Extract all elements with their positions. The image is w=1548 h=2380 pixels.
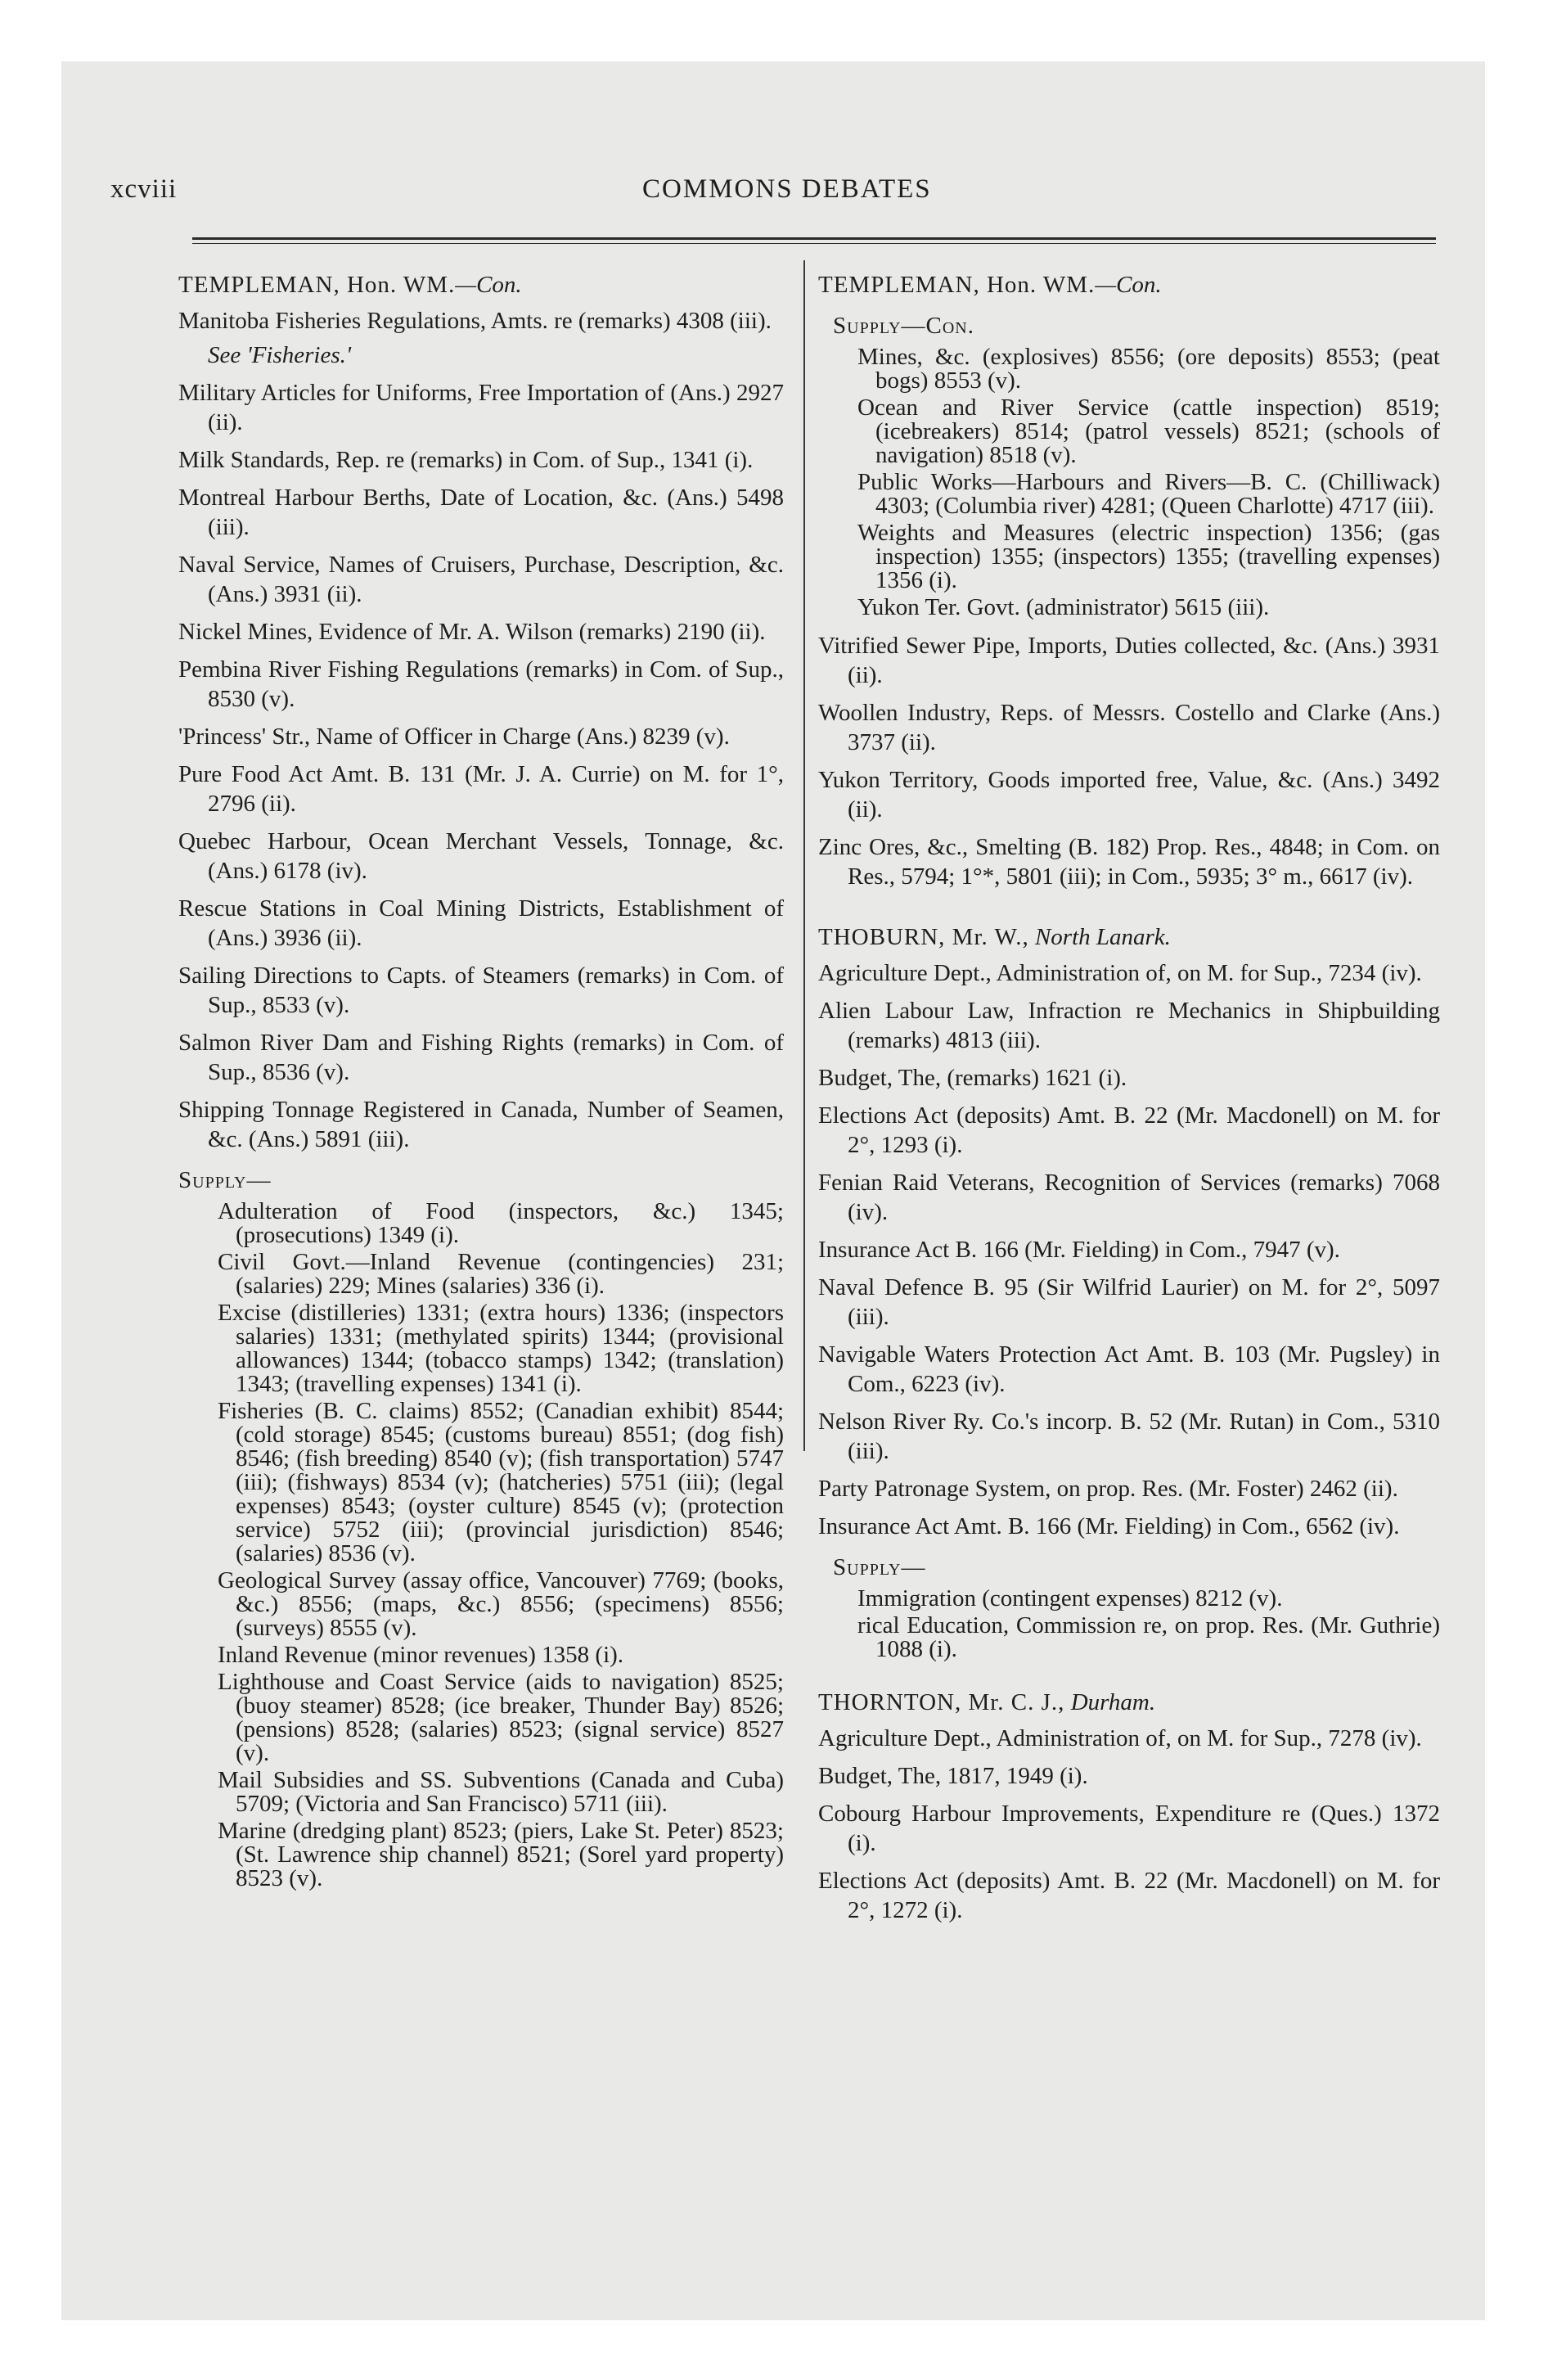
riding-name: North Lanark. [1034, 924, 1171, 950]
index-entry: Pembina River Fishing Regulations (remarks) in Com. of Sup., 8530 (v). [178, 656, 784, 712]
index-entry: Montreal Harbour Berths, Date of Location, &c. (Ans.) 5498 (iii). [178, 485, 784, 540]
supply-entry: Geological Survey (assay office, Vancouver) 7769; (books, &c.) 8556; (maps, &c.) 8556; (specimens) 8556; (surveys) 8555 (v). [218, 1567, 784, 1641]
entry-heading-thoburn [818, 922, 1440, 952]
page-header [110, 110, 1440, 204]
index-entry: Budget, The, (remarks) 1621 (i). [818, 1065, 1127, 1091]
supply-entry: Public Works—Harbours and Rivers—B. C. (Chilliwack) 4303; (Columbia river) 4281; (Queen Charlotte) 4717 (iii). [857, 469, 1440, 519]
supply-entry: Civil Govt.—Inland Revenue (contingencies) 231; (salaries) 229; Mines (salaries) 336 (i). [218, 1249, 784, 1299]
index-entry: Party Patronage System, on prop. Res. (Mr. Foster) 2462 (ii). [818, 1476, 1398, 1502]
index-entry: 'Princess' Str., Name of Officer in Charge (Ans.) 8239 (v). [178, 723, 730, 750]
index-entry: Milk Standards, Rep. re (remarks) in Com. of Sup., 1341 (i). [178, 447, 754, 473]
left-column [178, 270, 784, 1894]
index-entry: Budget, The, 1817, 1949 (i). [818, 1763, 1088, 1789]
index-entry: Pure Food Act Amt. B. 131 (Mr. J. A. Currie) on M. for 1°, 2796 (ii). [178, 761, 784, 817]
index-entry: Elections Act (deposits) Amt. B. 22 (Mr. Macdonell) on M. for 2°, 1272 (i). [818, 1868, 1440, 1923]
supply-entry: Yukon Ter. Govt. (administrator) 5615 (iii). [857, 594, 1270, 620]
supply-entry: Fisheries (B. C. claims) 8552; (Canadian exhibit) 8544; (cold storage) 8545; (customs bureau) 8551; (dog fish) 8546; (fish breeding) 8540 (v); (fish transportation) 5747 (iii); (fishways) 8534 (v); (hatcheries) 5751 (iii); (legal expenses) 8543; (oyster culture) 8545 (v); (protection service) 5752 (iii); (provincial jurisdiction) 8546; (salaries) 8536 (v). [218, 1398, 784, 1566]
supply-entry: Immigration (contingent expenses) 8212 (v). [857, 1585, 1283, 1611]
index-entry: Insurance Act Amt. B. 166 (Mr. Fielding) in Com., 6562 (iv). [818, 1513, 1400, 1539]
index-entry: Naval Service, Names of Cruisers, Purchase, Description, &c. (Ans.) 3931 (ii). [178, 552, 784, 607]
cross-reference: See 'Fisheries.' [208, 342, 352, 368]
supply-entry: Mines, &c. (explosives) 8556; (ore deposits) 8553; (peat bogs) 8553 (v). [857, 344, 1440, 394]
index-entry: Rescue Stations in Coal Mining Districts, Establishment of (Ans.) 3936 (ii). [178, 895, 784, 951]
header-rule [192, 237, 1436, 240]
index-entry: Agriculture Dept., Administration of, on M. for Sup., 7278 (iv). [818, 1725, 1422, 1751]
member-name: THOBURN, Mr. W., [818, 924, 1029, 950]
index-entry: Shipping Tonnage Registered in Canada, Number of Seamen, &c. (Ans.) 5891 (iii). [178, 1097, 784, 1152]
index-entry: Elections Act (deposits) Amt. B. 22 (Mr. Macdonell) on M. for 2°, 1293 (i). [818, 1102, 1440, 1158]
index-entry: Vitrified Sewer Pipe, Imports, Duties collected, &c. (Ans.) 3931 (ii). [818, 633, 1440, 688]
index-entry: Manitoba Fisheries Regulations, Amts. re (remarks) 4308 (iii). [178, 308, 772, 334]
column-divider [803, 260, 805, 1451]
supply-entry: Ocean and River Service (cattle inspection) 8519; (icebreakers) 8514; (patrol vessels) 8521; (schools of navigation) 8518 (v). [857, 394, 1440, 468]
index-entry: Salmon River Dam and Fishing Rights (remarks) in Com. of Sup., 8536 (v). [178, 1030, 784, 1085]
index-entry: Quebec Harbour, Ocean Merchant Vessels, Tonnage, &c. (Ans.) 6178 (iv). [178, 828, 784, 884]
index-entry: Yukon Territory, Goods imported free, Value, &c. (Ans.) 3492 (ii). [818, 767, 1440, 823]
supply-entry: Mail Subsidies and SS. Subventions (Canada and Cuba) 5709; (Victoria and San Francisco) 5711 (iii). [218, 1767, 784, 1817]
index-entry: Nelson River Ry. Co.'s incorp. B. 52 (Mr. Rutan) in Com., 5310 (iii). [818, 1409, 1440, 1464]
supply-entry: Adulteration of Food (inspectors, &c.) 1345; (prosecutions) 1349 (i). [218, 1198, 784, 1248]
index-entry: Cobourg Harbour Improvements, Expenditure re (Ques.) 1372 (i). [818, 1801, 1440, 1856]
supply-label: Supply—Con. [833, 313, 974, 339]
index-entry: Zinc Ores, &c., Smelting (B. 182) Prop. Res., 4848; in Com. on Res., 5794; 1°*, 5801 (iii); in Com., 5935; 3° m., 6617 (iv). [818, 834, 1440, 890]
supply-label: Supply— [833, 1554, 926, 1580]
continued-marker: —Con. [455, 272, 522, 298]
index-entry: Alien Labour Law, Infraction re Mechanics in Shipbuilding (remarks) 4813 (iii). [818, 998, 1440, 1053]
index-entry: Fenian Raid Veterans, Recognition of Services (remarks) 7068 (iv). [818, 1170, 1440, 1225]
entry-heading-thornton [818, 1688, 1440, 1717]
index-entry: Sailing Directions to Capts. of Steamers (remarks) in Com. of Sup., 8533 (v). [178, 962, 784, 1018]
index-entry: Agriculture Dept., Administration of, on M. for Sup., 7234 (iv). [818, 960, 1422, 986]
page-title: COMMONS DEBATES [642, 174, 932, 204]
member-name: TEMPLEMAN, Hon. WM. [818, 272, 1096, 298]
right-column [818, 270, 1440, 1933]
supply-entry: rical Education, Commission re, on prop. Res. (Mr. Guthrie) 1088 (i). [857, 1612, 1440, 1662]
index-entry: Nickel Mines, Evidence of Mr. A. Wilson (remarks) 2190 (ii). [178, 619, 766, 645]
supply-entry: Excise (distilleries) 1331; (extra hours) 1336; (inspectors salaries) 1331; (methylated spirits) 1344; (provisional allowances) 1344; (tobacco stamps) 1342; (translation) 1343; (travelling expenses) 1341 (i). [218, 1300, 784, 1397]
index-entry: Navigable Waters Protection Act Amt. B. 103 (Mr. Pugsley) in Com., 6223 (iv). [818, 1341, 1440, 1397]
entry-heading-templeman-continued [818, 270, 1440, 300]
page-number: xcviii [110, 174, 178, 204]
member-name: TEMPLEMAN, Hon. WM. [178, 272, 456, 298]
header-rule-thin [192, 243, 1436, 244]
supply-entry: Lighthouse and Coast Service (aids to navigation) 8525; (buoy steamer) 8528; (ice breaker, Thunder Bay) 8526; (pensions) 8528; (salaries) 8523; (signal service) 8527 (v). [218, 1669, 784, 1766]
index-entry: Insurance Act B. 166 (Mr. Fielding) in Com., 7947 (v). [818, 1237, 1340, 1263]
index-entry: Naval Defence B. 95 (Sir Wilfrid Laurier) on M. for 2°, 5097 (iii). [818, 1274, 1440, 1330]
index-entry: Woollen Industry, Reps. of Messrs. Costello and Clarke (Ans.) 3737 (ii). [818, 700, 1440, 755]
supply-entry: Weights and Measures (electric inspection) 1356; (gas inspection) 1355; (inspectors) 1355; (travelling expenses) 1356 (i). [857, 520, 1440, 593]
supply-entry: Inland Revenue (minor revenues) 1358 (i). [218, 1642, 624, 1668]
index-entry: Military Articles for Uniforms, Free Importation of (Ans.) 2927 (ii). [178, 380, 784, 435]
riding-name: Durham. [1070, 1689, 1156, 1715]
entry-heading-templeman [178, 270, 784, 300]
member-name: THORNTON, Mr. C. J., [818, 1689, 1065, 1715]
supply-label: Supply— [178, 1167, 272, 1193]
continued-marker: —Con. [1095, 272, 1162, 298]
supply-entry: Marine (dredging plant) 8523; (piers, Lake St. Peter) 8523; (St. Lawrence ship channel) 8521; (Sorel yard property) 8523 (v). [218, 1818, 784, 1891]
